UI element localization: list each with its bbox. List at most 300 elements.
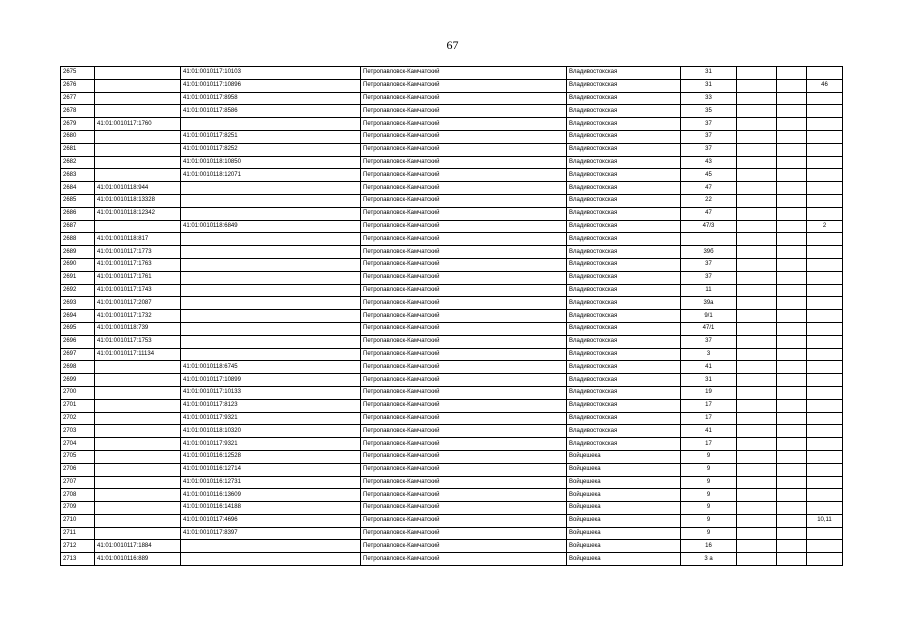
table-row [61,425,843,438]
apartment-cell [807,527,843,540]
structure-cell [777,246,807,259]
structure-cell [777,335,807,348]
building-part-cell [737,450,777,463]
city-cell: Петропавловск-Камчатский [361,476,567,489]
structure-cell [777,182,807,195]
table-row [61,502,843,515]
street-cell: Войцешека [567,527,681,540]
house-number-cell: 37 [681,130,737,143]
apartment-cell [807,194,843,207]
structure-cell [777,194,807,207]
building-part-cell [737,130,777,143]
row-number-cell: 2686 [61,207,95,220]
row-number-cell: 2680 [61,130,95,143]
house-number-cell: 37 [681,143,737,156]
building-cadastral-cell: 41:01:0010117:10899 [181,374,361,387]
street-cell: Владивостокская [567,322,681,335]
apartment-cell [807,476,843,489]
building-part-cell [737,386,777,399]
table-row [61,335,843,348]
structure-cell [777,489,807,502]
building-cadastral-cell: 41:01:0010117:10133 [181,386,361,399]
house-number-cell: 11 [681,284,737,297]
street-cell: Владивостокская [567,310,681,323]
city-cell: Петропавловск-Камчатский [361,374,567,387]
structure-cell [777,540,807,553]
apartment-cell [807,67,843,80]
apartment-cell: 46 [807,79,843,92]
house-number-cell: 47/3 [681,220,737,233]
row-number-cell: 2709 [61,502,95,515]
row-number-cell: 2688 [61,233,95,246]
row-number-cell: 2707 [61,476,95,489]
building-part-cell [737,284,777,297]
house-number-cell: 31 [681,374,737,387]
land-parcel-cadastral-cell: 41:01:0010117:1773 [95,246,181,259]
street-cell: Владивостокская [567,335,681,348]
city-cell: Петропавловск-Камчатский [361,335,567,348]
house-number-cell: 47 [681,182,737,195]
building-part-cell [737,92,777,105]
city-cell: Петропавловск-Камчатский [361,67,567,80]
row-number-cell: 2691 [61,271,95,284]
city-cell: Петропавловск-Камчатский [361,246,567,259]
apartment-cell [807,489,843,502]
house-number-cell: 45 [681,169,737,182]
street-cell: Владивостокская [567,118,681,131]
row-number-cell: 2702 [61,412,95,425]
street-cell: Владивостокская [567,361,681,374]
street-cell: Войцешека [567,514,681,527]
land-parcel-cadastral-cell [95,476,181,489]
structure-cell [777,514,807,527]
apartment-cell [807,143,843,156]
building-cadastral-cell: 41:01:0010118:10320 [181,425,361,438]
apartment-cell [807,335,843,348]
table-row [61,220,843,233]
city-cell: Петропавловск-Камчатский [361,143,567,156]
table-row [61,246,843,259]
street-cell: Войцешека [567,450,681,463]
building-cadastral-cell [181,233,361,246]
street-cell: Владивостокская [567,220,681,233]
building-cadastral-cell [181,182,361,195]
city-cell: Петропавловск-Камчатский [361,450,567,463]
house-number-cell: 9/1 [681,310,737,323]
land-parcel-cadastral-cell [95,489,181,502]
table-row [61,386,843,399]
building-part-cell [737,476,777,489]
structure-cell [777,361,807,374]
apartment-cell [807,92,843,105]
house-number-cell: 37 [681,118,737,131]
building-cadastral-cell: 41:01:0010118:6745 [181,361,361,374]
structure-cell [777,438,807,451]
house-number-cell: 41 [681,425,737,438]
apartment-cell [807,463,843,476]
building-part-cell [737,374,777,387]
street-cell: Владивостокская [567,92,681,105]
building-part-cell [737,169,777,182]
apartment-cell [807,540,843,553]
table-row [61,514,843,527]
building-cadastral-cell: 41:01:0010117:4696 [181,514,361,527]
street-cell: Владивостокская [567,425,681,438]
street-cell: Владивостокская [567,374,681,387]
land-parcel-cadastral-cell [95,374,181,387]
apartment-cell [807,412,843,425]
row-number-cell: 2677 [61,92,95,105]
street-cell: Войцешека [567,502,681,515]
building-cadastral-cell: 41:01:0010118:12071 [181,169,361,182]
apartment-cell [807,322,843,335]
row-number-cell: 2692 [61,284,95,297]
structure-cell [777,258,807,271]
apartment-cell [807,207,843,220]
apartment-cell [807,182,843,195]
building-cadastral-cell: 41:01:0010117:8397 [181,527,361,540]
table-row [61,322,843,335]
row-number-cell: 2705 [61,450,95,463]
house-number-cell: 9 [681,527,737,540]
city-cell: Петропавловск-Камчатский [361,105,567,118]
apartment-cell: 2 [807,220,843,233]
house-number-cell: 9 [681,502,737,515]
row-number-cell: 2711 [61,527,95,540]
building-cadastral-cell: 41:01:0010118:6849 [181,220,361,233]
house-number-cell: 41 [681,361,737,374]
structure-cell [777,130,807,143]
house-number-cell: 22 [681,194,737,207]
building-part-cell [737,207,777,220]
land-parcel-cadastral-cell: 41:01:0010117:1761 [95,271,181,284]
row-number-cell: 2676 [61,79,95,92]
apartment-cell [807,105,843,118]
building-part-cell [737,322,777,335]
apartment-cell [807,450,843,463]
building-cadastral-cell [181,271,361,284]
building-part-cell [737,438,777,451]
table-row [61,105,843,118]
building-part-cell [737,233,777,246]
apartment-cell: 10,11 [807,514,843,527]
land-parcel-cadastral-cell [95,514,181,527]
row-number-cell: 2684 [61,182,95,195]
city-cell: Петропавловск-Камчатский [361,118,567,131]
building-cadastral-cell [181,297,361,310]
land-parcel-cadastral-cell [95,425,181,438]
street-cell: Владивостокская [567,233,681,246]
land-parcel-cadastral-cell: 41:01:0010118:944 [95,182,181,195]
city-cell: Петропавловск-Камчатский [361,386,567,399]
building-part-cell [737,348,777,361]
building-cadastral-cell [181,322,361,335]
land-parcel-cadastral-cell [95,463,181,476]
city-cell: Петропавловск-Камчатский [361,207,567,220]
apartment-cell [807,246,843,259]
house-number-cell: 19 [681,386,737,399]
table-row [61,118,843,131]
house-number-cell: 9 [681,463,737,476]
land-parcel-cadastral-cell [95,156,181,169]
city-cell: Петропавловск-Камчатский [361,220,567,233]
city-cell: Петропавловск-Камчатский [361,540,567,553]
building-cadastral-cell [181,118,361,131]
city-cell: Петропавловск-Камчатский [361,527,567,540]
land-parcel-cadastral-cell [95,399,181,412]
apartment-cell [807,118,843,131]
city-cell: Петропавловск-Камчатский [361,553,567,566]
table-row [61,438,843,451]
table-row [61,130,843,143]
land-parcel-cadastral-cell [95,143,181,156]
row-number-cell: 2700 [61,386,95,399]
row-number-cell: 2693 [61,297,95,310]
building-cadastral-cell: 41:01:0010117:8123 [181,399,361,412]
table-row [61,92,843,105]
table-row [61,169,843,182]
building-part-cell [737,67,777,80]
table-row [61,143,843,156]
city-cell: Петропавловск-Камчатский [361,348,567,361]
structure-cell [777,284,807,297]
building-part-cell [737,220,777,233]
house-number-cell [681,233,737,246]
apartment-cell [807,374,843,387]
street-cell: Владивостокская [567,105,681,118]
building-cadastral-cell: 41:01:0010117:9321 [181,412,361,425]
land-parcel-cadastral-cell [95,412,181,425]
city-cell: Петропавловск-Камчатский [361,425,567,438]
building-cadastral-cell [181,194,361,207]
structure-cell [777,374,807,387]
land-parcel-cadastral-cell: 41:01:0010118:12342 [95,207,181,220]
apartment-cell [807,361,843,374]
land-parcel-cadastral-cell [95,79,181,92]
land-parcel-cadastral-cell: 41:01:0010117:11134 [95,348,181,361]
house-number-cell: 47/1 [681,322,737,335]
street-cell: Владивостокская [567,386,681,399]
structure-cell [777,118,807,131]
land-parcel-cadastral-cell: 41:01:0010117:1884 [95,540,181,553]
table-row [61,79,843,92]
house-number-cell: 39а [681,297,737,310]
street-cell: Владивостокская [567,258,681,271]
land-parcel-cadastral-cell: 41:01:0010117:1763 [95,258,181,271]
building-cadastral-cell [181,284,361,297]
structure-cell [777,502,807,515]
house-number-cell: 17 [681,438,737,451]
city-cell: Петропавловск-Камчатский [361,258,567,271]
building-cadastral-cell: 41:01:0010117:9321 [181,438,361,451]
structure-cell [777,297,807,310]
house-number-cell: 17 [681,412,737,425]
row-number-cell: 2690 [61,258,95,271]
street-cell: Владивостокская [567,169,681,182]
table-row [61,156,843,169]
street-cell: Владивостокская [567,284,681,297]
apartment-cell [807,502,843,515]
table-row [61,540,843,553]
apartment-cell [807,169,843,182]
apartment-cell [807,553,843,566]
table-row [61,450,843,463]
apartment-cell [807,156,843,169]
city-cell: Петропавловск-Камчатский [361,284,567,297]
row-number-cell: 2713 [61,553,95,566]
land-parcel-cadastral-cell [95,502,181,515]
street-cell: Владивостокская [567,156,681,169]
building-cadastral-cell: 41:01:0010117:8958 [181,92,361,105]
house-number-cell: 43 [681,156,737,169]
structure-cell [777,527,807,540]
structure-cell [777,220,807,233]
apartment-cell [807,438,843,451]
table-row [61,182,843,195]
street-cell: Войцешека [567,489,681,502]
apartment-cell [807,284,843,297]
structure-cell [777,476,807,489]
building-cadastral-cell: 41:01:0010117:10103 [181,67,361,80]
table-row [61,297,843,310]
building-part-cell [737,502,777,515]
building-cadastral-cell: 41:01:0010116:13609 [181,489,361,502]
street-cell: Войцешека [567,463,681,476]
building-cadastral-cell [181,553,361,566]
apartment-cell [807,425,843,438]
structure-cell [777,67,807,80]
house-number-cell: 37 [681,258,737,271]
row-number-cell: 2689 [61,246,95,259]
structure-cell [777,348,807,361]
row-number-cell: 2699 [61,374,95,387]
table-row [61,527,843,540]
building-part-cell [737,514,777,527]
table-row [61,310,843,323]
row-number-cell: 2682 [61,156,95,169]
row-number-cell: 2681 [61,143,95,156]
land-parcel-cadastral-cell: 41:01:0010118:739 [95,322,181,335]
land-parcel-cadastral-cell [95,438,181,451]
land-parcel-cadastral-cell [95,450,181,463]
building-cadastral-cell: 41:01:0010116:12731 [181,476,361,489]
house-number-cell: 3 а [681,553,737,566]
city-cell: Петропавловск-Камчатский [361,489,567,502]
building-cadastral-cell: 41:01:0010118:10850 [181,156,361,169]
building-part-cell [737,540,777,553]
building-part-cell [737,335,777,348]
house-number-cell: 9 [681,476,737,489]
land-parcel-cadastral-cell [95,130,181,143]
row-number-cell: 2704 [61,438,95,451]
structure-cell [777,386,807,399]
structure-cell [777,105,807,118]
row-number-cell: 2697 [61,348,95,361]
city-cell: Петропавловск-Камчатский [361,399,567,412]
land-parcel-cadastral-cell: 41:01:0010117:2087 [95,297,181,310]
table-row [61,271,843,284]
building-part-cell [737,425,777,438]
row-number-cell: 2678 [61,105,95,118]
row-number-cell: 2708 [61,489,95,502]
table-row [61,348,843,361]
street-cell: Владивостокская [567,67,681,80]
structure-cell [777,553,807,566]
house-number-cell: 31 [681,67,737,80]
building-cadastral-cell: 41:01:0010117:8586 [181,105,361,118]
street-cell: Войцешека [567,476,681,489]
land-parcel-cadastral-cell: 41:01:0010117:1760 [95,118,181,131]
table-row [61,258,843,271]
land-parcel-cadastral-cell [95,527,181,540]
street-cell: Владивостокская [567,130,681,143]
table-row [61,476,843,489]
street-cell: Владивостокская [567,438,681,451]
building-part-cell [737,489,777,502]
house-number-cell: 3 [681,348,737,361]
apartment-cell [807,258,843,271]
street-cell: Владивостокская [567,297,681,310]
building-part-cell [737,463,777,476]
city-cell: Петропавловск-Камчатский [361,169,567,182]
building-cadastral-cell [181,246,361,259]
street-cell: Владивостокская [567,348,681,361]
city-cell: Петропавловск-Камчатский [361,194,567,207]
city-cell: Петропавловск-Камчатский [361,438,567,451]
building-part-cell [737,246,777,259]
building-part-cell [737,553,777,566]
house-number-cell: 9 [681,450,737,463]
street-cell: Владивостокская [567,207,681,220]
building-cadastral-cell [181,207,361,220]
land-parcel-cadastral-cell [95,220,181,233]
city-cell: Петропавловск-Камчатский [361,361,567,374]
land-parcel-cadastral-cell [95,105,181,118]
street-cell: Владивостокская [567,194,681,207]
city-cell: Петропавловск-Камчатский [361,182,567,195]
city-cell: Петропавловск-Камчатский [361,130,567,143]
structure-cell [777,310,807,323]
house-number-cell: 47 [681,207,737,220]
building-part-cell [737,297,777,310]
structure-cell [777,143,807,156]
table-row [61,67,843,80]
row-number-cell: 2695 [61,322,95,335]
land-parcel-cadastral-cell [95,361,181,374]
house-number-cell: 37 [681,271,737,284]
city-cell: Петропавловск-Камчатский [361,502,567,515]
row-number-cell: 2710 [61,514,95,527]
structure-cell [777,463,807,476]
address-register-table [60,66,843,566]
land-parcel-cadastral-cell: 41:01:0010117:1743 [95,284,181,297]
building-cadastral-cell: 41:01:0010117:8251 [181,130,361,143]
structure-cell [777,450,807,463]
apartment-cell [807,271,843,284]
building-part-cell [737,118,777,131]
building-cadastral-cell [181,310,361,323]
structure-cell [777,412,807,425]
city-cell: Петропавловск-Камчатский [361,156,567,169]
structure-cell [777,207,807,220]
land-parcel-cadastral-cell: 41:01:0010116:889 [95,553,181,566]
city-cell: Петропавловск-Камчатский [361,463,567,476]
street-cell: Войцешека [567,553,681,566]
building-part-cell [737,105,777,118]
row-number-cell: 2701 [61,399,95,412]
structure-cell [777,156,807,169]
land-parcel-cadastral-cell: 41:01:0010117:1753 [95,335,181,348]
